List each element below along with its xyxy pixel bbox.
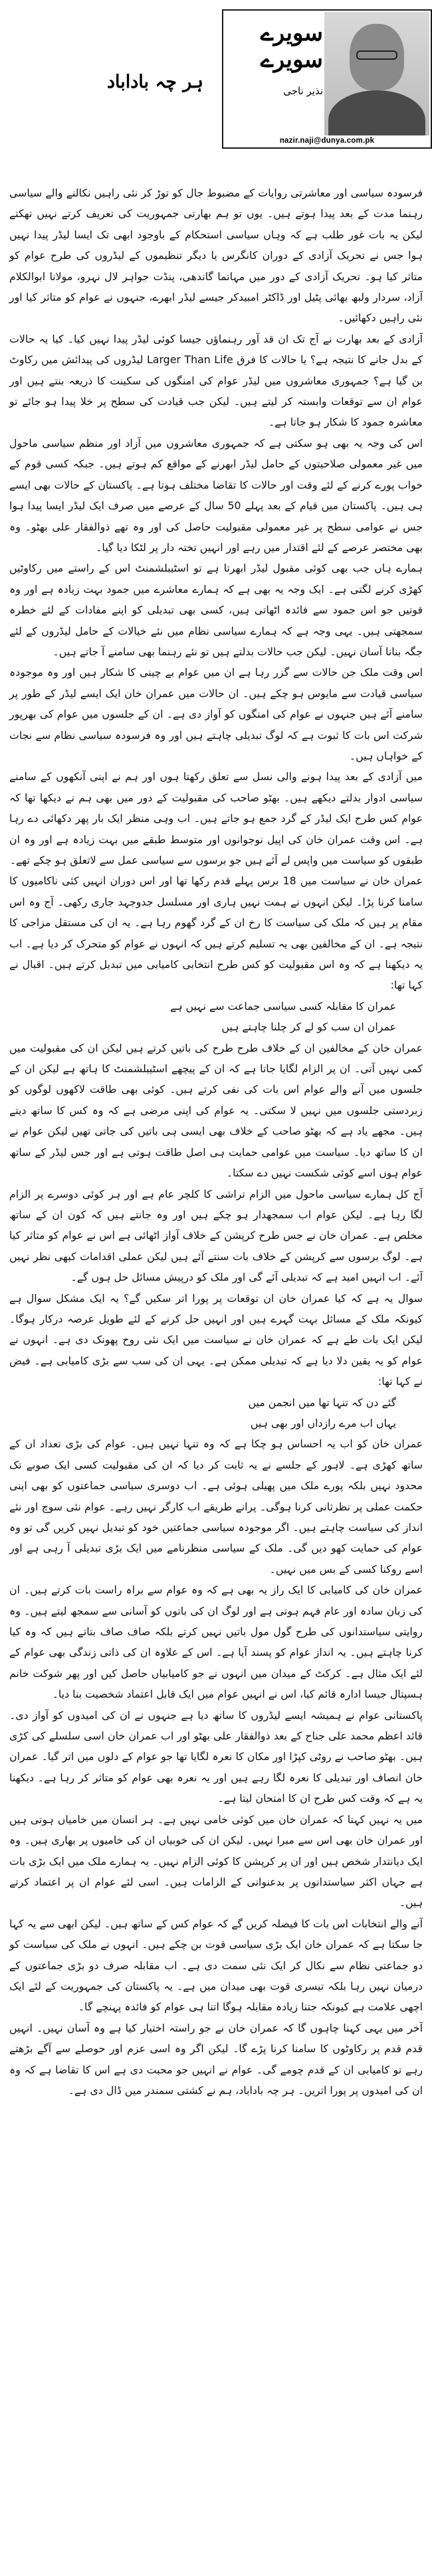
paragraph: میں یہ نہیں کہتا کہ عمران خان میں کوئی خامی نہیں ہے۔ ہر انسان میں خامیاں ہوتی ہیں اور عمران خان بھی اس سے مبرا نہیں۔ لیکن ان کی خوبیاں ان کی خامیوں پر بھاری ہیں۔ وہ ایک دیانتدار شخص ہیں اور ان پر کرپشن کا کوئی الزام نہیں۔ یہ ہمارے ملک میں ایک بڑی بات ہے جہاں اکثر سیاستدانوں پر بدعنوانی کے الزامات ہیں۔ اسی لئے عوام ان پر اعتماد کرتے ہیں۔ bbox=[9, 1812, 423, 1909]
paragraph: میں آزادی کے بعد پیدا ہونے والی نسل سے تعلق رکھتا ہوں اور ہم نے اپنی آنکھوں کے سامنے سیاسی ادوار بدلتے دیکھے ہیں۔ بھٹو صاحب کی مقبولیت کے دور میں بھی ہم نے دیکھا تھا کہ عوام کس طرح ایک لیڈر کے گرد جمع ہو جاتے ہیں۔ اب وہی منظر ایک بار پھر دکھائی دے رہا ہے۔ اس وقت عمران خان کی اپیل نوجوانوں اور متوسط طبقے میں بہت زیادہ ہے اور وہ ان طبقوں کو سیاست میں واپس لے آئے ہیں جو برسوں سے سیاسی عمل سے لاتعلق ہو چکے تھے۔ bbox=[9, 770, 423, 866]
paragraph: آخر میں یہی کہنا چاہوں گا کہ عمران خان نے جو راستہ اختیار کیا ہے وہ آسان نہیں۔ انہیں قدم قدم پر رکاوٹوں کا سامنا کرنا پڑے گا۔ لیکن اگر وہ اسی عزم اور حوصلے سے آگے بڑھتے رہے تو کامیابی ان کے قدم چومے گی۔ عوام نے انہیں جو محبت دی ہے اس کا تقاضا ہے کہ وہ ان کی امیدوں پر پورا اتریں۔ ہر چہ باداباد، ہم نے کشتی سمندر میں ڈال دی ہے۔ bbox=[9, 2021, 423, 2097]
column-title: سویرے سویرے bbox=[260, 20, 323, 73]
byline-box bbox=[222, 9, 432, 149]
paragraph: عمران خان کے مخالفین ان کے خلاف طرح طرح کی باتیں کرتے ہیں لیکن ان کی مقبولیت میں کمی نہیں آتی۔ ان پر الزام لگایا جاتا ہے کہ ان کے پیچھے اسٹیبلشمنٹ کا ہاتھ ہے لیکن ان کے جلسوں میں آنے والے عوام اس بات کی نفی کرتے ہیں۔ کوئی بھی طاقت لاکھوں لوگوں کو زبردستی جلسوں میں نہیں لا سکتی۔ یہ عوام کی اپنی مرضی ہے کہ وہ کس کا ساتھ دیتے ہیں۔ مجھے یاد ہے کہ بھٹو صاحب کے خلاف بھی ایسی ہی باتیں کی جاتی تھیں لیکن عوام نے ان کا ساتھ دیا۔ سیاست میں عوامی حمایت ہی اصل طاقت ہوتی ہے اور جس لیڈر کے ساتھ عوام ہوں اسے کوئی شکست نہیں دے سکتا۔ bbox=[9, 1041, 423, 1180]
paragraph: آزادی کے بعد بھارت نے آج تک ان قد آور رہنماؤں جیسا کوئی لیڈر پیدا نہیں کیا۔ کیا یہ حالات کے بدل جانے کا نتیجہ ہے؟ یا حالات کا فرق Larger Than Life لیڈروں کی پیدائش میں رکاوٹ بن گیا ہے؟ جمہوری معاشروں میں لیڈر عوام کی امنگوں کی سکینت کا ذریعہ بنتے ہیں اور عوام ان سے توقعات وابستہ کر لیتے ہیں۔ لیکن جب قیادت کی سطح پر خلا پیدا ہو جائے تو معاشرہ جمود کا شکار ہو جاتا ہے۔ bbox=[9, 332, 423, 429]
verse-line: عمران کا مقابلہ کسی سیاسی جماعت سے نہیں ہے bbox=[169, 999, 396, 1012]
author-photo bbox=[324, 12, 429, 135]
article-headline: ہر چہ باداباد bbox=[106, 72, 203, 92]
paragraph: ہمارے ہاں جب بھی کوئی مقبول لیڈر ابھرتا ہے تو اسٹیبلشمنٹ اس کے راستے میں رکاوٹیں کھڑی کرنے لگتی ہے۔ ایک وجہ یہ بھی ہے کہ ہمارے معاشرے میں جمود بہت زیادہ ہے اور وہ قوتیں جو اس جمود سے فائدہ اٹھاتی ہیں، کسی بھی تبدیلی کو اپنے مفادات کے لئے خطرہ سمجھتی ہیں۔ یہی وجہ ہے کہ ہمارے سیاسی نظام میں نئے خیالات کے حامل لیڈروں کے لئے جگہ بنانا آسان نہیں۔ لیکن جب حالات بدلتے ہیں تو نئے رہنما بھی سامنے آ جاتے ہیں۔ bbox=[9, 562, 423, 658]
column-header bbox=[9, 7, 423, 183]
paragraph: سوال یہ ہے کہ کیا عمران خان ان توقعات پر پورا اتر سکیں گے؟ یہ ایک مشکل سوال ہے کیونکہ ملک کے مسائل بہت گہرے ہیں اور انہیں حل کرنے کے لئے طویل عرصہ درکار ہوگا۔ لیکن ایک بات طے ہے کہ عمران خان نے سیاست میں ایک نئی روح پھونک دی ہے۔ انہوں نے عوام کو یہ یقین دلا دیا ہے کہ تبدیلی ممکن ہے۔ یہی ان کی سب سے بڑی کامیابی ہے۔ فیض نے کہا تھا: bbox=[9, 1291, 423, 1388]
verse-line: عمران ان سب کو لے کر چلنا چاہتے ہیں bbox=[221, 1020, 396, 1034]
paragraph: عمران خان نے سیاست میں 18 برس پہلے قدم رکھا تھا اور اس دوران انہیں کئی ناکامیوں کا سامنا کرنا پڑا۔ لیکن انہوں نے ہمت نہیں ہاری اور مسلسل جدوجہد جاری رکھی۔ آج وہ اس مقام پر ہیں کہ ملک کی سیاست کا رخ ان کے گرد گھوم رہا ہے۔ یہ ان کی مستقل مزاجی کا نتیجہ ہے۔ ان کے مخالفین بھی یہ تسلیم کرتے ہیں کہ انہوں نے عوام کو متحرک کر دیا ہے۔ اب یہ دیکھنا ہے کہ وہ اس مقبولیت کو کس طرح انتخابی کامیابی میں تبدیل کرتے ہیں۔ اقبال نے کہا تھا: bbox=[9, 874, 423, 992]
paragraph: اس وقت ملک جن حالات سے گزر رہا ہے ان میں عوام بے چینی کا شکار ہیں اور وہ موجودہ سیاسی قیادت سے مایوس ہو چکے ہیں۔ ان حالات میں عمران خان ایک ایسے لیڈر کے طور پر سامنے آئے ہیں جنہوں نے عوام کی امنگوں کو آواز دی ہے۔ ان کے جلسوں میں عوام کی بھرپور شرکت اس بات کا ثبوت ہے کہ لوگ تبدیلی چاہتے ہیں اور وہ فرسودہ سیاسی نظام سے نجات کے خواہاں ہیں۔ bbox=[9, 666, 423, 762]
article-body bbox=[9, 183, 423, 2101]
paragraph: عمران خان کو اب یہ احساس ہو چکا ہے کہ وہ تنہا نہیں ہیں۔ عوام کی بڑی تعداد ان کے ساتھ کھڑی ہے۔ لاہور کے جلسے نے یہ ثابت کر دیا کہ ان کی مقبولیت کسی ایک صوبے تک محدود نہیں بلکہ پورے ملک میں پھیلی ہوئی ہے۔ اب دوسری سیاسی جماعتوں کو بھی اپنی حکمت عملی پر نظرثانی کرنا ہوگی۔ پرانے طریقے اب کارگر نہیں رہے۔ عوام نئی سوچ اور نئے انداز کی سیاست چاہتے ہیں۔ اگر موجودہ سیاسی جماعتیں خود کو تبدیل نہیں کریں گی تو وہ عوام کی حمایت کھو دیں گی۔ ملک کے سیاسی منظرنامے میں ایک بڑی تبدیلی آ رہی ہے اور اسے روکنا کسی کے بس میں نہیں۔ bbox=[9, 1437, 423, 1575]
paragraph: آنے والے انتخابات اس بات کا فیصلہ کریں گے کہ عوام کس کے ساتھ ہیں۔ لیکن ابھی سے یہ کہا جا سکتا ہے کہ عمران خان ایک بڑی سیاسی قوت بن چکے ہیں۔ انہوں نے ملک کی سیاست کو دو جماعتی نظام سے نکال کر ایک نئی سمت دی ہے۔ اب مقابلہ صرف دو بڑی جماعتوں کے درمیان نہیں رہا بلکہ تیسری قوت بھی میدان میں ہے۔ یہ پاکستان کی جمہوریت کے لئے ایک اچھی علامت ہے کیونکہ جتنا زیادہ مقابلہ ہوگا اتنا ہی عوام کو فائدہ پہنچے گا۔ bbox=[9, 1917, 423, 2014]
author-email[interactable]: nazir.naji@dunya.com.pk bbox=[279, 137, 375, 145]
paragraph: اس کی وجہ یہ بھی ہو سکتی ہے کہ جمہوری معاشروں میں آزاد اور منظم سیاسی ماحول میں غیر معمولی صلاحیتوں کے حامل لیڈر ابھرنے کے مواقع کم ہوتے ہیں۔ جبکہ کسی قوم کے خواب پورے کرنے کے لئے وقت اور حالات کا تقاضا مختلف ہوتا ہے۔ پاکستان کے حالات بھی ایسے ہی ہیں۔ پاکستان میں قیام کے بعد پہلے 50 سال کے عرصے میں صرف ایک لیڈر ایسا پیدا ہوا جس نے عوامی سطح پر غیر معمولی مقبولیت حاصل کی اور وہ تھے ذوالفقار علی بھٹو۔ وہ بھی مختصر عرصے کے لئے اقتدار میں رہے اور انہیں تختہ دار پر لٹکا دیا گیا۔ bbox=[9, 436, 423, 554]
paragraph: عمران خان کی کامیابی کا ایک راز یہ بھی ہے کہ وہ عوام سے براہ راست بات کرتے ہیں۔ ان کی زبان سادہ اور عام فہم ہوتی ہے اور لوگ ان کی باتوں کو آسانی سے سمجھ لیتے ہیں۔ وہ روایتی سیاستدانوں کی طرح گول مول باتیں نہیں کرتے بلکہ صاف صاف بتاتے ہیں کہ وہ کیا کرنا چاہتے ہیں۔ یہ انداز عوام کو پسند آیا ہے۔ اس کے علاوہ ان کی ذاتی زندگی بھی عوام کے لئے ایک مثال ہے۔ کرکٹ کے میدان میں انہوں نے جو کامیابیاں حاصل کیں اور پھر شوکت خانم ہسپتال جیسا ادارہ قائم کیا، اس نے انہیں عوام میں ایک قابل اعتماد شخصیت بنا دیا۔ bbox=[9, 1583, 423, 1701]
author-name: نذیر ناجی bbox=[283, 85, 323, 97]
verse-line: گئے دن کہ تنہا تھا میں انجمن میں bbox=[248, 1396, 396, 1409]
author-photo-glasses bbox=[356, 50, 397, 60]
paragraph: فرسودہ سیاسی اور معاشرتی روایات کے مضبوط جال کو توڑ کر نئی راہیں نکالنے والے سیاسی رہنما مدت کے بعد پیدا ہوتے ہیں۔ یوں تو ہم بھارتی جمہوریت کی تعریف کرتے نہیں تھکتے لیکن یہ بات غور طلب ہے کہ وہاں سیاسی استحکام کے باوجود ابھی تک ایسا لیڈر پیدا نہیں ہوا جس نے تحریک آزادی کے دوران کانگرس یا دیگر تنظیموں کے لیڈروں کی طرح عوام کو متاثر کیا ہو۔ تحریک آزادی کے دور میں مہاتما گاندھی، پنڈت جواہر لال نہرو، مولانا ابوالکلام آزاد، سردار ولبھ بھائی پٹیل اور ڈاکٹر امبیدکر جیسے لیڈر ابھرے، جنہوں نے عوام کو متاثر کیا اور نئی راہیں دکھائیں۔ bbox=[9, 187, 423, 325]
verse-line: یہاں اب مرے رازداں اور بھی ہیں bbox=[250, 1416, 396, 1429]
paragraph: پاکستانی عوام نے ہمیشہ ایسے لیڈروں کا ساتھ دیا ہے جنہوں نے ان کی امیدوں کو آواز دی۔ قائد اعظم محمد علی جناح کے بعد ذوالفقار علی بھٹو اور اب عمران خان اسی سلسلے کی کڑی ہیں۔ بھٹو صاحب نے روٹی کپڑا اور مکان کا نعرہ لگایا تھا جو عوام کے دلوں میں اتر گیا۔ عمران خان انصاف اور تبدیلی کا نعرہ لگا رہے ہیں اور یہ نعرہ بھی عوام کو متاثر کر رہا ہے۔ دیکھنا یہ ہے کہ وقت کس طرح ان کا امتحان لیتا ہے۔ bbox=[9, 1708, 423, 1805]
paragraph: آج کل ہمارے سیاسی ماحول میں الزام تراشی کا کلچر عام ہے اور ہر کوئی دوسرے پر الزام لگا رہا ہے۔ لیکن عوام اب سمجھدار ہو چکے ہیں اور وہ جانتے ہیں کہ کون ان کے ساتھ مخلص ہے۔ عمران خان نے جس طرح کرپشن کے خلاف آواز اٹھائی ہے اس نے عوام کو متاثر کیا ہے۔ لوگ برسوں سے کرپشن کے خلاف بات سنتے آئے ہیں لیکن عملی اقدامات کبھی نظر نہیں آئے۔ اب انہیں امید ہے کہ تبدیلی آئے گی اور ملک کو درپیش مسائل حل ہوں گے۔ bbox=[9, 1187, 423, 1284]
author-photo-shoulders bbox=[328, 90, 425, 135]
